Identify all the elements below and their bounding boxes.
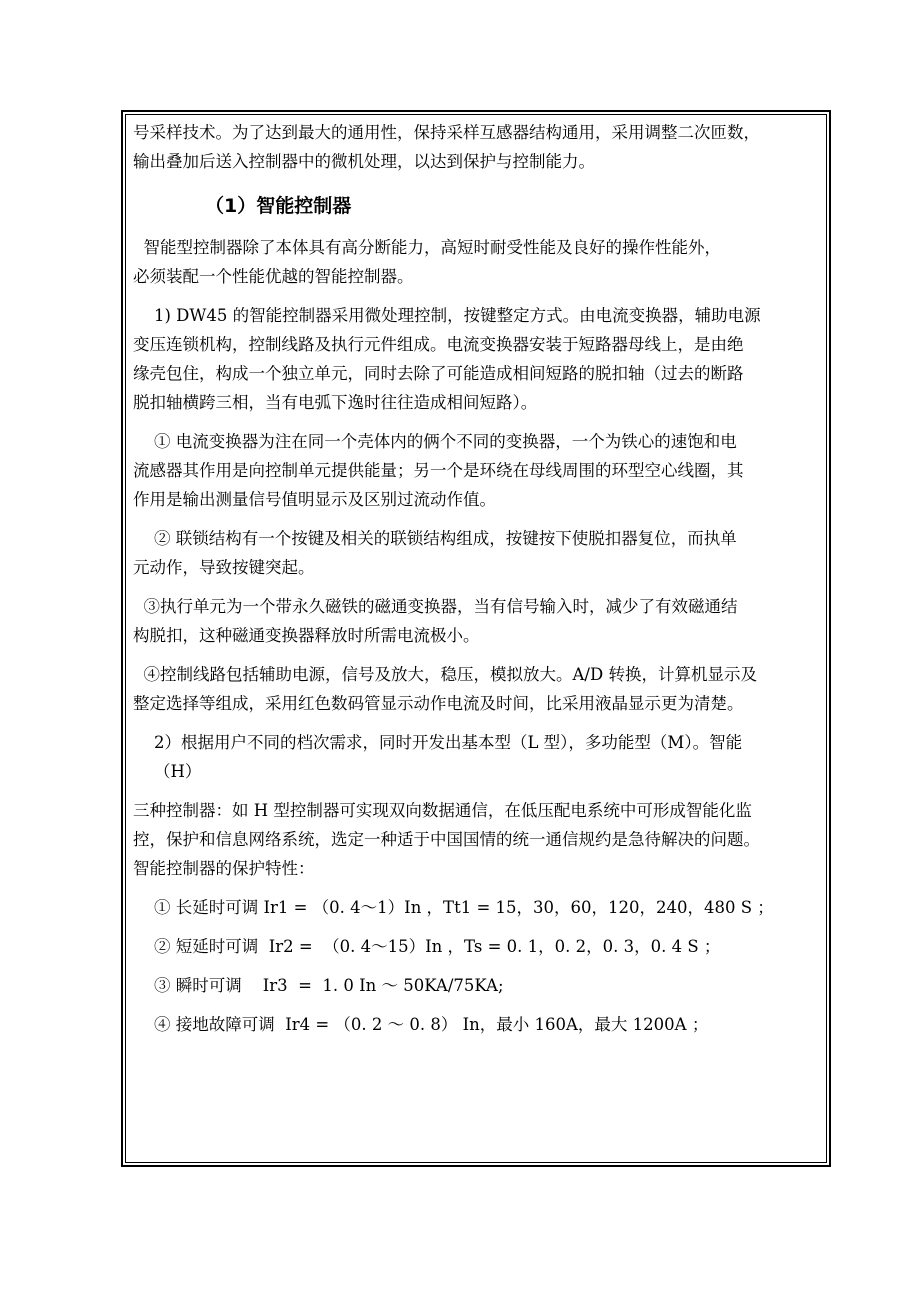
text-line: ② 联锁结构有一个按键及相关的联锁结构组成，按键按下使脱扣器复位，而执单	[133, 529, 737, 548]
text-line: 变压连锁机构，控制线路及执行元件组成。电流变换器安装于短路器母线上，是由绝	[133, 335, 744, 354]
section-heading: （1）智能控制器	[205, 195, 352, 217]
text-line: 元动作，导致按键突起。	[133, 558, 315, 577]
text-line: ③执行单元为一个带永久磁铁的磁通变换器，当有信号输入时，减少了有效磁通结	[133, 597, 738, 616]
spec-line: ③ 瞬时可调 Ir3 = 1. 0 In ～ 50KA/75KA;	[133, 976, 504, 995]
text-line: （H）	[133, 762, 202, 781]
text-line: 三种控制器：如 H 型控制器可实现双向数据通信，在低压配电系统中可形成智能化监	[133, 801, 752, 820]
spec-line: ① 长延时可调 Ir1 = （0. 4～1）In ，Tt1 = 15，30，60，120，240，480 S ；	[133, 898, 774, 917]
text-line: 脱扣轴横跨三相，当有电弧下逸时往往造成相间短路）。	[133, 393, 538, 412]
text-line: 2）根据用户不同的档次需求，同时开发出基本型（L 型），多功能型（M）。智能	[133, 733, 743, 752]
text-line: 构脱扣，这种磁通变换器释放时所需电流极小。	[133, 626, 480, 645]
document-body	[133, 118, 823, 1039]
text-line: 流感器其作用是向控制单元提供能量；另一个是环绕在母线周围的环型空心线圈，其	[133, 461, 744, 480]
text-line: 必须装配一个性能优越的智能控制器。	[133, 267, 414, 286]
text-line: 控，保护和信息网络系统，选定一种适于中国国情的统一通信规约是急待解决的问题。	[133, 830, 760, 849]
text-line: 缘壳包住，构成一个独立单元，同时去除了可能造成相间短路的脱扣轴（过去的断路	[133, 364, 744, 383]
text-line: ① 电流变换器为注在同一个壳体内的俩个不同的变换器，一个为铁心的速饱和电	[133, 432, 737, 451]
text-line: 作用是输出测量信号值明显示及区别过流动作值。	[133, 490, 496, 509]
spec-line: ② 短延时可调 Ir2 = （0. 4～15）In ，Ts = 0. 1，0. 2，0. 3，0. 4 S ；	[133, 937, 721, 956]
text-line: 智能控制器的保护特性：	[133, 859, 315, 878]
text-line: 输出叠加后送入控制器中的微机处理，以达到保护与控制能力。	[133, 152, 595, 171]
text-line: ④控制线路包括辅助电源，信号及放大，稳压，模拟放大。A/D 转换，计算机显示及	[133, 665, 757, 684]
text-line: 整定选择等组成，采用红色数码管显示动作电流及时间，比采用液晶显示更为清楚。	[133, 694, 744, 713]
text-line: 智能型控制器除了本体具有高分断能力，高短时耐受性能及良好的操作性能外，	[133, 238, 721, 257]
text-line: 1) DW45 的智能控制器采用微处理控制，按键整定方式。由电流变换器，辅助电源	[133, 306, 761, 325]
spec-line: ④ 接地故障可调 Ir4 = （0. 2 ～ 0. 8） In，最小 160A，最大 1200A ；	[133, 1015, 709, 1034]
text-line: 号采样技术。为了达到最大的通用性，保持采样互感器结构通用，采用调整二次匝数，	[133, 123, 760, 142]
